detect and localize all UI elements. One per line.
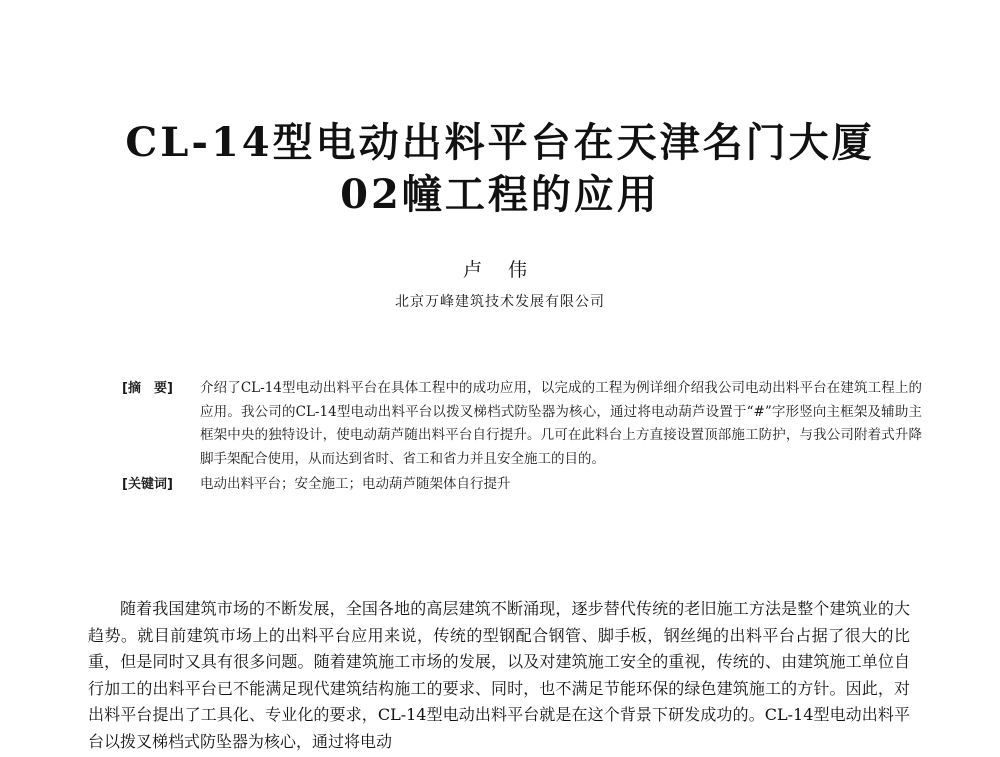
abstract-label: [摘 要]: [122, 381, 173, 396]
keywords-row: [122, 473, 922, 497]
paper-title-line-1: CL-14型电动出料平台在天津名门大厦: [125, 119, 875, 166]
paper-title-line-2: 02幢工程的应用: [340, 171, 660, 218]
abstract-row: [122, 377, 922, 471]
abstract-block: [122, 377, 922, 497]
keywords-label: [关键词]: [122, 477, 173, 492]
abstract-text: 介绍了CL-14型电动出料平台在具体工程中的成功应用，以完成的工程为例详细介绍我公司电动出料平台在建筑工程上的应用。我公司的CL-14型电动出料平台以拨叉梯档式防坠器为核心，通过将电动葫芦设置于“#”字形竖向主框架及辅助主框架中央的独特设计，使电动葫芦随出料平台自行提升。几可在此料台上方直接设置顶部施工防护，与我公司附着式升降脚手架配合使用，从而达到省时、省工和省力并且安全施工的目的。: [200, 380, 922, 467]
author-name: 卢 伟: [462, 259, 538, 281]
keywords-text: 电动出料平台；安全施工；电动葫芦随架体自行提升: [200, 476, 511, 492]
author-affiliation: 北京万峰建筑技术发展有限公司: [395, 294, 605, 310]
body-paragraph: 随着我国建筑市场的不断发展，全国各地的高层建筑不断涌现，逐步替代传统的老旧施工方法是整个建筑业的大趋势。就目前建筑市场上的出料平台应用来说，传统的型钢配合钢管、脚手板，钢丝绳的出料平台占据了很大的比重，但是同时又具有很多问题。随着建筑施工市场的发展，以及对建筑施工安全的重视，传统的、由建筑施工单位自行加工的出料平台已不能满足现代建筑结构施工的要求、同时，也不满足节能环保的绿色建筑施工的方针。因此，对出料平台提出了工具化、专业化的要求，CL-14型电动出料平台就是在这个背景下研发成功的。CL-14型电动出料平台以拨叉梯档式防坠器为核心，通过将电动: [88, 599, 910, 751]
